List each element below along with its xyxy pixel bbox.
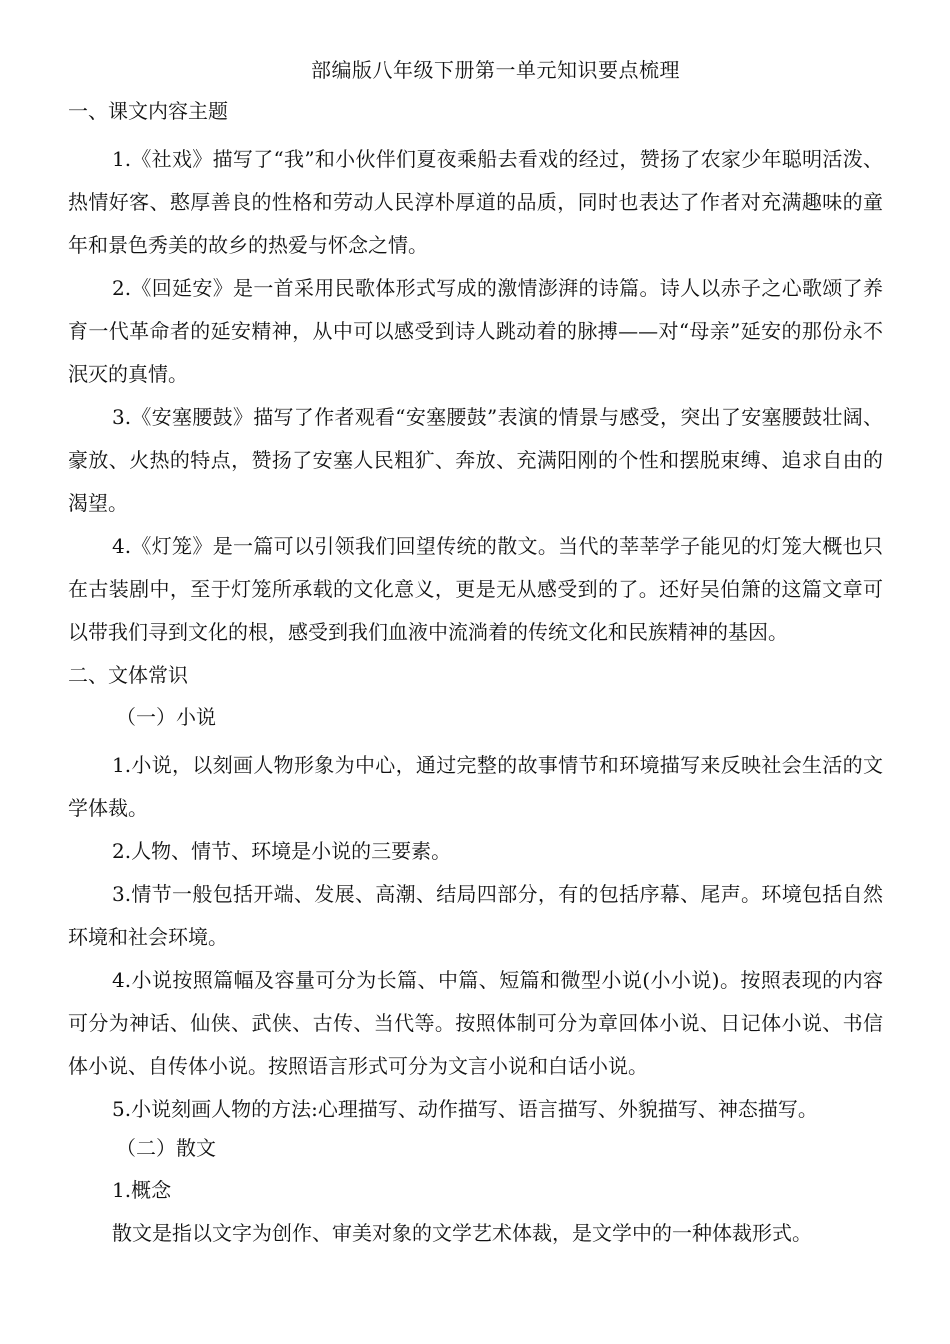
paragraph-prose-concept: 散文是指以文字为创作、审美对象的文学艺术体裁，是文学中的一种体裁形式。 — [112, 1221, 812, 1245]
paragraph-denglong: 4.《灯笼》是一篇可以引领我们回望传统的散文。当代的莘莘学子能见的灯笼大概也只在古装剧中，至于灯笼所承载的文化意义，更是无从感受到的了。还好吴伯箫的这篇文章可以带我们寻到文化的根，感受到我们血液中流淌着的传统文化和民族精神的基因。 — [68, 534, 883, 644]
section-heading-genre-knowledge: 二、文体常识 — [68, 663, 188, 687]
paragraph-novel-elements: 2.人物、情节、环境是小说的三要素。 — [112, 839, 452, 863]
subheading-prose: （二）散文 — [116, 1136, 216, 1160]
paragraph-hui-yanan: 2.《回延安》是一首采用民歌体形式写成的激情澎湃的诗篇。诗人以赤子之心歌颂了养育一代革命者的延安精神，从中可以感受到诗人跳动着的脉搏——对“母亲”延安的那份永不泯灭的真情。 — [68, 276, 883, 386]
paragraph-novel-definition: 1.小说，以刻画人物形象为中心，通过完整的故事情节和环境描写来反映社会生活的文学体裁。 — [68, 753, 883, 820]
subheading-novel: （一）小说 — [116, 705, 216, 729]
prose-concept-label: 1.概念 — [112, 1178, 172, 1202]
paragraph-she-xi: 1.《社戏》描写了“我”和小伙伴们夏夜乘船去看戏的经过，赞扬了农家少年聪明活泼、热情好客、憨厚善良的性格和劳动人民淳朴厚道的品质，同时也表达了作者对充满趣味的童年和景色秀美的故乡的热爱与怀念之情。 — [68, 147, 883, 257]
paragraph-novel-classification: 4.小说按照篇幅及容量可分为长篇、中篇、短篇和微型小说(小小说)。按照表现的内容可分为神话、仙侠、武侠、古传、当代等。按照体制可分为章回体小说、日记体小说、书信体小说、自传体小说。按照语言形式可分为文言小说和白话小说。 — [68, 968, 883, 1078]
section-heading-content-themes: 一、课文内容主题 — [68, 99, 228, 123]
paragraph-novel-methods: 5.小说刻画人物的方法:心理描写、动作描写、语言描写、外貌描写、神态描写。 — [112, 1097, 818, 1121]
paragraph-novel-plot: 3.情节一般包括开端、发展、高潮、结局四部分，有的包括序幕、尾声。环境包括自然环境和社会环境。 — [68, 882, 883, 949]
paragraph-ansai-yaogu: 3.《安塞腰鼓》描写了作者观看“安塞腰鼓”表演的情景与感受，突出了安塞腰鼓壮阔、豪放、火热的特点，赞扬了安塞人民粗犷、奔放、充满阳刚的个性和摆脱束缚、追求自由的渴望。 — [68, 405, 883, 515]
document-page — [68, 52, 883, 1255]
document-title: 部编版八年级下册第一单元知识要点梳理 — [311, 58, 680, 82]
